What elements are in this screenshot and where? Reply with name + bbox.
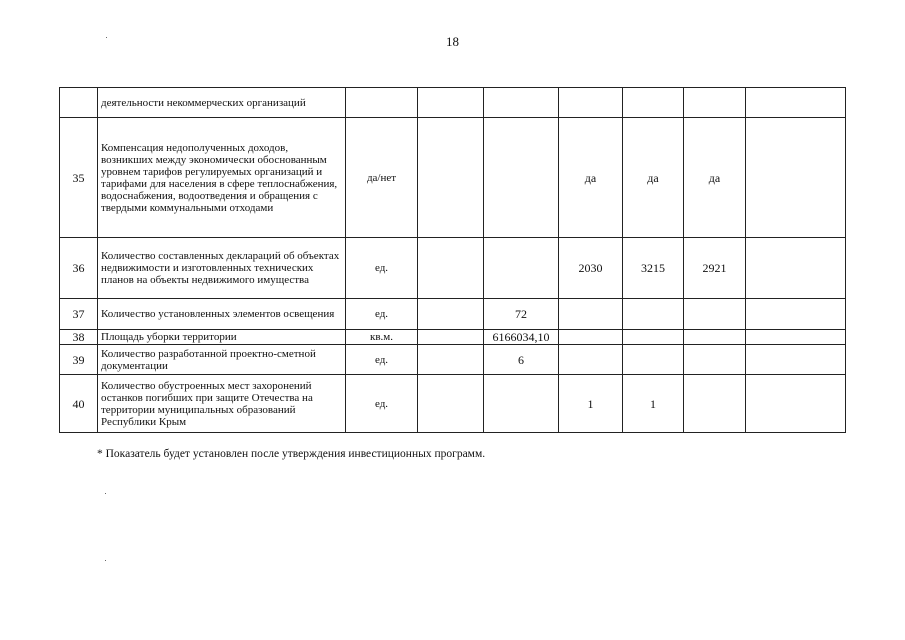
table-row <box>60 330 846 345</box>
value-cell: 72 <box>484 299 559 330</box>
row-number: 38 <box>60 330 98 345</box>
indicator-name: Количество обустроенных мест захоронений останков погибших при защите Отечества на территории муниципальных образований Республики Крым <box>98 375 346 433</box>
value-cell <box>684 88 746 118</box>
row-number: 37 <box>60 299 98 330</box>
row-number: 35 <box>60 118 98 238</box>
table-row <box>60 345 846 375</box>
row-number: 40 <box>60 375 98 433</box>
unit-cell: кв.м. <box>346 330 418 345</box>
value-cell: 1 <box>623 375 684 433</box>
value-cell <box>418 330 484 345</box>
value-cell <box>484 238 559 299</box>
value-cell <box>746 330 846 345</box>
indicator-name: Компенсация недополученных доходов, возникших между экономически обоснованным уровнем тарифов регулируемых организаций и тарифами для населения в сфере теплоснабжения, водоснабжения, водоотведения и обращения с твердыми коммунальными отходами <box>98 118 346 238</box>
value-cell <box>418 375 484 433</box>
value-cell: да <box>623 118 684 238</box>
scan-speck <box>106 37 107 38</box>
value-cell <box>746 345 846 375</box>
value-cell <box>484 88 559 118</box>
table-row <box>60 88 846 118</box>
value-cell: 2030 <box>559 238 623 299</box>
table-row <box>60 299 846 330</box>
page-number: 18 <box>446 34 459 49</box>
value-cell <box>746 118 846 238</box>
unit-cell: ед. <box>346 345 418 375</box>
row-number: 36 <box>60 238 98 299</box>
value-cell <box>418 299 484 330</box>
value-cell <box>559 299 623 330</box>
value-cell <box>684 375 746 433</box>
value-cell <box>484 118 559 238</box>
value-cell <box>418 345 484 375</box>
scan-speck <box>105 493 106 494</box>
value-cell <box>418 118 484 238</box>
value-cell <box>559 88 623 118</box>
unit-cell: ед. <box>346 299 418 330</box>
value-cell <box>623 88 684 118</box>
value-cell: 1 <box>559 375 623 433</box>
unit-cell: ед. <box>346 375 418 433</box>
table-row <box>60 118 846 238</box>
scan-speck <box>105 560 106 561</box>
indicator-name: Количество составленных деклараций об объектах недвижимости и изготовленных технических планов на объекты недвижимого имущества <box>98 238 346 299</box>
indicator-name: Площадь уборки территории <box>98 330 346 345</box>
value-cell <box>746 238 846 299</box>
value-cell <box>623 330 684 345</box>
value-cell: да <box>684 118 746 238</box>
unit-cell <box>346 88 418 118</box>
value-cell <box>623 299 684 330</box>
unit-cell: ед. <box>346 238 418 299</box>
value-cell <box>746 299 846 330</box>
value-cell <box>418 88 484 118</box>
indicator-name: Количество установленных элементов освещения <box>98 299 346 330</box>
value-cell: 3215 <box>623 238 684 299</box>
footnote: * Показатель будет установлен после утверждения инвестиционных программ. <box>97 448 486 460</box>
indicator-name: Количество разработанной проектно-сметной документации <box>98 345 346 375</box>
unit-cell: да/нет <box>346 118 418 238</box>
value-cell: 6 <box>484 345 559 375</box>
table-row <box>60 238 846 299</box>
value-cell <box>623 345 684 375</box>
value-cell: 2921 <box>684 238 746 299</box>
indicators-table <box>59 87 846 433</box>
value-cell <box>559 345 623 375</box>
row-number: 39 <box>60 345 98 375</box>
value-cell <box>684 299 746 330</box>
table-row <box>60 375 846 433</box>
value-cell <box>684 330 746 345</box>
indicator-name: деятельности некоммерческих организаций <box>98 88 346 118</box>
value-cell <box>484 375 559 433</box>
row-number <box>60 88 98 118</box>
value-cell <box>418 238 484 299</box>
value-cell <box>684 345 746 375</box>
value-cell: 6166034,10 <box>484 330 559 345</box>
value-cell <box>559 330 623 345</box>
value-cell <box>746 88 846 118</box>
value-cell <box>746 375 846 433</box>
value-cell: да <box>559 118 623 238</box>
